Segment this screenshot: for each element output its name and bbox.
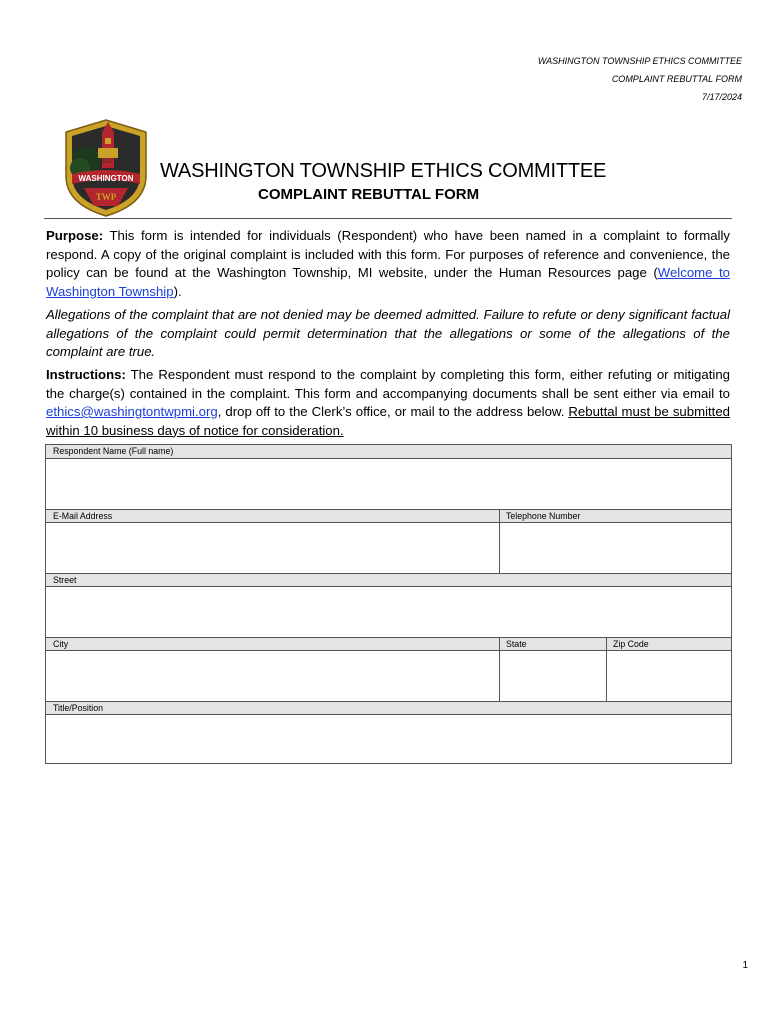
header-form-name: COMPLAINT REBUTTAL FORM: [611, 74, 742, 84]
respondent-name-label: Respondent Name (Full name): [53, 446, 174, 456]
state-label: State: [506, 639, 527, 649]
zip-label: Zip Code: [613, 639, 649, 649]
street-field[interactable]: [46, 587, 731, 637]
page-title: WASHINGTON TOWNSHIP ETHICS COMMITTEE: [160, 160, 607, 182]
instructions-text: The Respondent must respond to the complaint by completing this form, either refuting or mitigating the charge(s) contained in the complaint. This form and accompanying documents shall be sent either via email to: [46, 367, 730, 401]
city-header: [46, 637, 731, 651]
respondent-name-header: [46, 445, 731, 459]
allegations-paragraph: Allegations of the complaint that are not denied may be deemed admitted. Failure to refute or deny significant factual allegations of the complaint could permit determination that the allegations or some of the allegations of the complaint are true.: [46, 307, 730, 359]
instructions-text-middle: , drop off to the Clerk’s office, or mail to the address below.: [217, 404, 569, 419]
telephone-label: Telephone Number: [506, 511, 581, 521]
zip-field[interactable]: [607, 651, 731, 701]
email-header: [46, 509, 731, 523]
telephone-field[interactable]: [500, 523, 731, 573]
instructions-paragraph: [46, 366, 730, 440]
deadline-text: Rebuttal must be submitted within 10 business days of notice for consideration.: [46, 404, 730, 438]
email-field[interactable]: [46, 523, 499, 573]
purpose-text-end: ).: [173, 283, 182, 299]
page-subtitle: COMPLAINT REBUTTAL FORM: [258, 186, 480, 203]
township-website-link[interactable]: Welcome to Washington Township: [46, 265, 730, 299]
purpose-label: Purpose:: [46, 228, 104, 243]
township-seal-logo: [58, 118, 154, 218]
ethics-email-link[interactable]: ethics@washingtontwpmi.org: [46, 404, 218, 419]
state-field[interactable]: [500, 651, 606, 701]
page-header: [538, 52, 742, 106]
title-position-header: [46, 701, 731, 715]
header-date: 7/17/2024: [701, 92, 742, 102]
instructions-label: Instructions:: [46, 367, 126, 382]
page-number: 1: [742, 960, 748, 971]
header-org: WASHINGTON TOWNSHIP ETHICS COMMITTEE: [537, 56, 742, 66]
city-label: City: [53, 639, 69, 649]
svg-text:WASHINGTON: WASHINGTON: [78, 174, 134, 183]
email-label: E-Mail Address: [53, 511, 113, 521]
street-label: Street: [53, 575, 77, 585]
purpose-text: This form is intended for individuals (Respondent) who have been named in a complaint to formally respond. A copy of the original complaint is included with this form. For purposes of reference and convenience, the policy can be found at the Washington Township, MI website, under the Human Resources page (: [46, 228, 730, 280]
rebuttal-form: [45, 444, 732, 764]
svg-text:1827: 1827: [99, 157, 113, 165]
title-divider: [44, 218, 732, 219]
city-field[interactable]: [46, 651, 499, 701]
purpose-paragraph: [46, 227, 730, 301]
svg-text:TWP: TWP: [95, 192, 117, 202]
title-position-label: Title/Position: [53, 703, 104, 713]
street-header: [46, 573, 731, 587]
title-position-field[interactable]: [46, 715, 731, 763]
respondent-name-field[interactable]: [46, 459, 731, 509]
